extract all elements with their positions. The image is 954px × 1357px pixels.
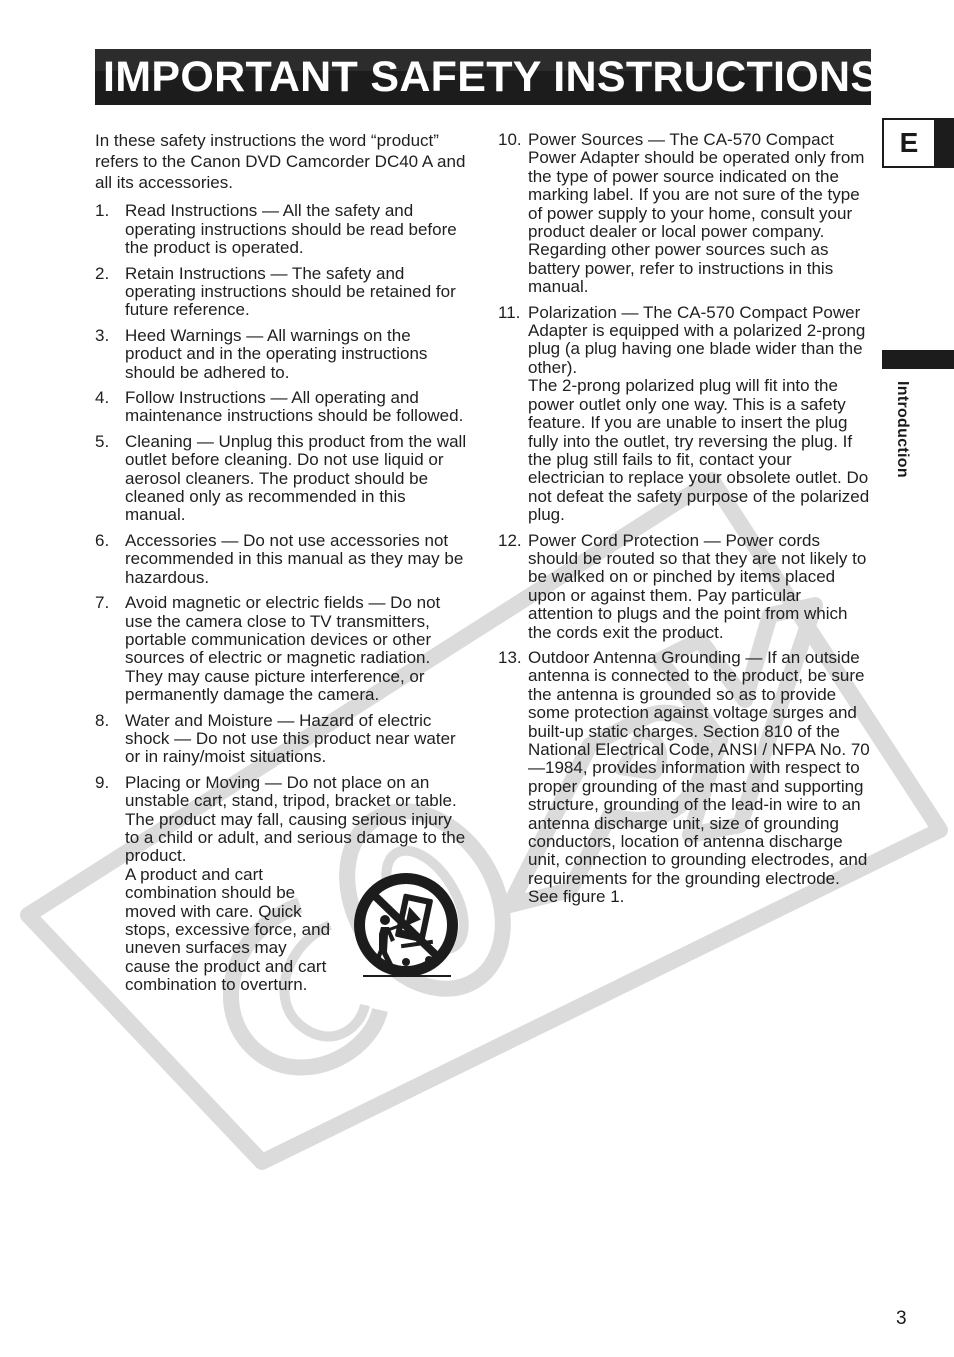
item-number: 13.: [498, 647, 522, 667]
item-text: Water and Moisture — Hazard of electric shock — Do not use this product near water or in rainy/moist situations.: [125, 710, 456, 767]
list-item: [95, 774, 467, 995]
item-number: 5.: [95, 431, 110, 451]
item-number: 6.: [95, 530, 110, 550]
list-item: [95, 433, 467, 525]
list-item: [498, 131, 870, 297]
page-title: IMPORTANT SAFETY INSTRUCTIONS: [103, 53, 880, 101]
list-item: [95, 594, 467, 704]
list-item: [95, 532, 467, 587]
item-text: Power Sources — The CA-570 Compact Power Adapter should be operated only from the type of power source indicated on the marking label. If you are not sure of the type of power supply to your home, consult your product dealer or local power company. Regarding other power sources such as battery power, refer to instructions in this manual.: [528, 130, 865, 297]
title-bar: [95, 49, 880, 105]
item-number: 10.: [498, 130, 522, 149]
list-item: [95, 327, 467, 382]
item-text-continued: The 2-prong polarized plug will fit into the power outlet only one way. This is a safety feature. If you are unable to insert the plug fully into the outlet, try reversing the plug. If the plug still fails to fit, contact your electrician to replace your obsolete outlet. Do not defeat the safety purpose of the polarized plug.: [528, 376, 870, 525]
item-text-continued: A product and cart combination should be moved with care. Quick stops, excessive force, and uneven surfaces may cause the product and cart combination to overturn.: [125, 864, 331, 995]
item-text: Power Cord Protection — Power cords should be routed so that they are not likely to be walked on or pinched by items placed upon or against them. Pay particular attention to plugs and the point from which the cords exit the product.: [528, 530, 867, 642]
item-number: 8.: [95, 710, 110, 730]
item-number: 4.: [95, 388, 110, 408]
page-number: 3: [896, 1308, 907, 1329]
item-number: 3.: [95, 325, 110, 345]
right-column: [498, 131, 870, 914]
cart-tip-over-warning-icon: [351, 872, 465, 984]
item-number: 2.: [95, 263, 110, 283]
section-label: Introduction: [894, 381, 911, 478]
item-text: Retain Instructions — The safety and operating instructions should be retained for future reference.: [125, 263, 456, 320]
list-item: [498, 304, 870, 525]
language-tab: [882, 118, 954, 168]
list-item: [95, 712, 467, 767]
section-marker-bar: [882, 350, 954, 369]
item-text: Placing or Moving — Do not place on an unstable cart, stand, tripod, bracket or table. The product may fall, causing serious injury to a child or adult, and serious damage to the product.: [125, 772, 466, 866]
item-number: 9.: [95, 772, 110, 792]
item-text: Accessories — Do not use accessories not recommended in this manual as they may be hazardous.: [125, 530, 464, 587]
item-text: Read Instructions — All the safety and operating instructions should be read before the product is operated.: [125, 201, 457, 258]
item-text: Avoid magnetic or electric fields — Do not use the camera close to TV transmitters, portable communication devices or other sources of electric or magnetic radiation. They may cause picture interference, or permanently damage the camera.: [125, 593, 441, 705]
item-text: Outdoor Antenna Grounding — If an outside antenna is connected to the product, be sure the antenna is grounded so as to provide some protection against voltage surges and built-up static charges. Section 810 of the National Electrical Code, ANSI / NFPA No. 70—1984, provides information with respect to proper grounding of the mast and supporting structure, grounding of the lead-in wire to an antenna discharge unit, size of grounding conductors, location of antenna discharge unit, connection to grounding electrodes, and requirements for the grounding electrode. See figure 1.: [528, 647, 870, 907]
item-text: Follow Instructions — All operating and maintenance instructions should be followed.: [125, 388, 464, 426]
item-number: 11.: [498, 302, 521, 322]
item-number: 1.: [95, 201, 110, 221]
list-item: [498, 649, 870, 907]
item-number: 7.: [95, 593, 110, 613]
item-text: Cleaning — Unplug this product from the wall outlet before cleaning. Do not use liquid or aerosol cleaners. The product should be cleaned only as recommended in this manual.: [125, 431, 467, 525]
language-letter: E: [899, 127, 919, 158]
item-text: Heed Warnings — All warnings on the product and in the operating instructions should be adhered to.: [125, 325, 428, 382]
list-item: [95, 265, 467, 320]
list-item: [95, 389, 467, 426]
list-item: [498, 532, 870, 642]
left-column: [95, 131, 467, 1002]
item-number: 12.: [498, 530, 522, 550]
list-item: [95, 202, 467, 257]
intro-paragraph: In these safety instructions the word “product” refers to the Canon DVD Camcorder DC40 A and all its accessories.: [95, 131, 466, 192]
item-text: Polarization — The CA-570 Compact Power Adapter is equipped with a polarized 2-prong plug (a plug having one blade wider than the other).: [528, 302, 866, 377]
